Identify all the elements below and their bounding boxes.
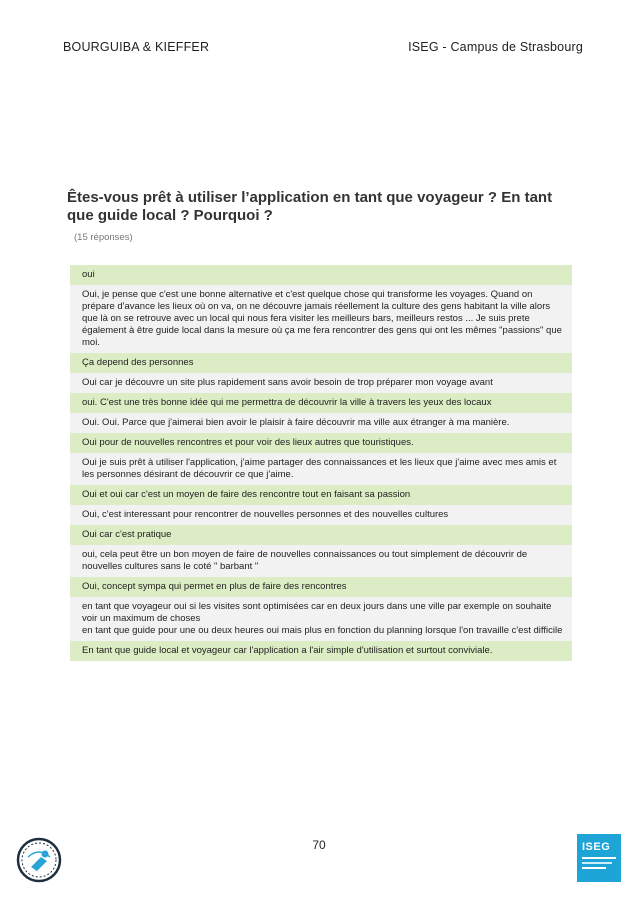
- answer-row: [70, 433, 572, 453]
- answer-text-line: en tant que guide pour une ou deux heures oui mais plus en fonction du planning lorsque l'on travaille c'est difficile: [82, 625, 563, 636]
- answer-text: Ça depend des personnes: [82, 357, 194, 368]
- answer-row: [70, 285, 572, 353]
- answer-row: [70, 545, 572, 577]
- iseg-logo-text: ISEG: [582, 841, 611, 853]
- iseg-logo: [577, 834, 621, 882]
- answer-row: [70, 597, 572, 641]
- header-right: ISEG - Campus de Strasbourg: [408, 40, 583, 54]
- header-left: BOURGUIBA & KIEFFER: [63, 40, 210, 54]
- answer-text: Oui pour de nouvelles rencontres et pour voir des lieux autres que touristiques.: [82, 437, 414, 448]
- answer-text: Oui et oui car c'est un moyen de faire des rencontre tout en faisant sa passion: [82, 489, 411, 500]
- answer-text: [82, 601, 564, 637]
- page-number: 70: [312, 838, 326, 852]
- answer-row: [70, 505, 572, 525]
- answer-row: [70, 353, 572, 373]
- answers-list: [70, 265, 572, 661]
- answer-row: [70, 413, 572, 433]
- answer-text: Oui, concept sympa qui permet en plus de faire des rencontres: [82, 581, 347, 592]
- answer-text: Oui car c'est pratique: [82, 529, 172, 540]
- response-count: (15 réponses): [74, 232, 133, 243]
- answer-row: [70, 485, 572, 505]
- answer-row: [70, 453, 572, 485]
- answer-text: Oui. Oui. Parce que j'aimerai bien avoir le plaisir à faire découvrir ma ville aux étranger à ma manière.: [82, 417, 510, 428]
- answer-text: Oui car je découvre un site plus rapidement sans avoir besoin de trop préparer mon voyage avant: [82, 377, 493, 388]
- answer-row: [70, 393, 572, 413]
- answer-text: oui, cela peut être un bon moyen de faire de nouvelles connaissances ou tout simplement de découvrir de nouvelles cultures sans le coté " barbant ": [82, 549, 528, 572]
- answer-row: [70, 641, 572, 661]
- answer-text: Oui, c'est interessant pour rencontrer de nouvelles personnes et des nouvelles cultures: [82, 509, 449, 520]
- survey-screenshot: [60, 187, 578, 717]
- answer-text: Oui je suis prêt à utiliser l'application, j'aime partager des connaissances et les lieux que j'aime avec mes amis et les personnes désirant de découvrir ce que j'aime.: [82, 457, 557, 480]
- answer-text: oui: [82, 269, 95, 280]
- answer-text: En tant que guide local et voyageur car l'application a l'air simple d'utilisation et surtout conviviale.: [82, 645, 493, 656]
- answer-row: [70, 577, 572, 597]
- answer-text: oui. C'est une très bonne idée qui me permettra de découvrir la ville à travers les yeux des locaux: [82, 397, 492, 408]
- answer-row: [70, 265, 572, 285]
- answer-text-line: en tant que voyageur oui si les visites sont optimisées car en deux jours dans une ville par exemple on souhaite voir un maximum de choses: [82, 601, 552, 624]
- survey-question: Êtes-vous prêt à utiliser l’application en tant que voyageur ? En tant que guide local ? Pourquoi ?: [67, 189, 553, 224]
- answer-text: Oui, je pense que c'est une bonne alternative et c'est quelque chose qui transforme les voyages. Quand on prépare d'avance les lieux où on va, on ne découvre jamais réellement la culture des gens habitant la ville alors que là on se retrouve avec un local qui nous fera visiter les meilleurs bars, meilleurs restos ... Je suis prete également à être guide local dans la mesure où ça me fera rencontrer des gens qui ont les mêmes "passions" que moi.: [82, 289, 562, 348]
- answer-row: [70, 525, 572, 545]
- answer-row: [70, 373, 572, 393]
